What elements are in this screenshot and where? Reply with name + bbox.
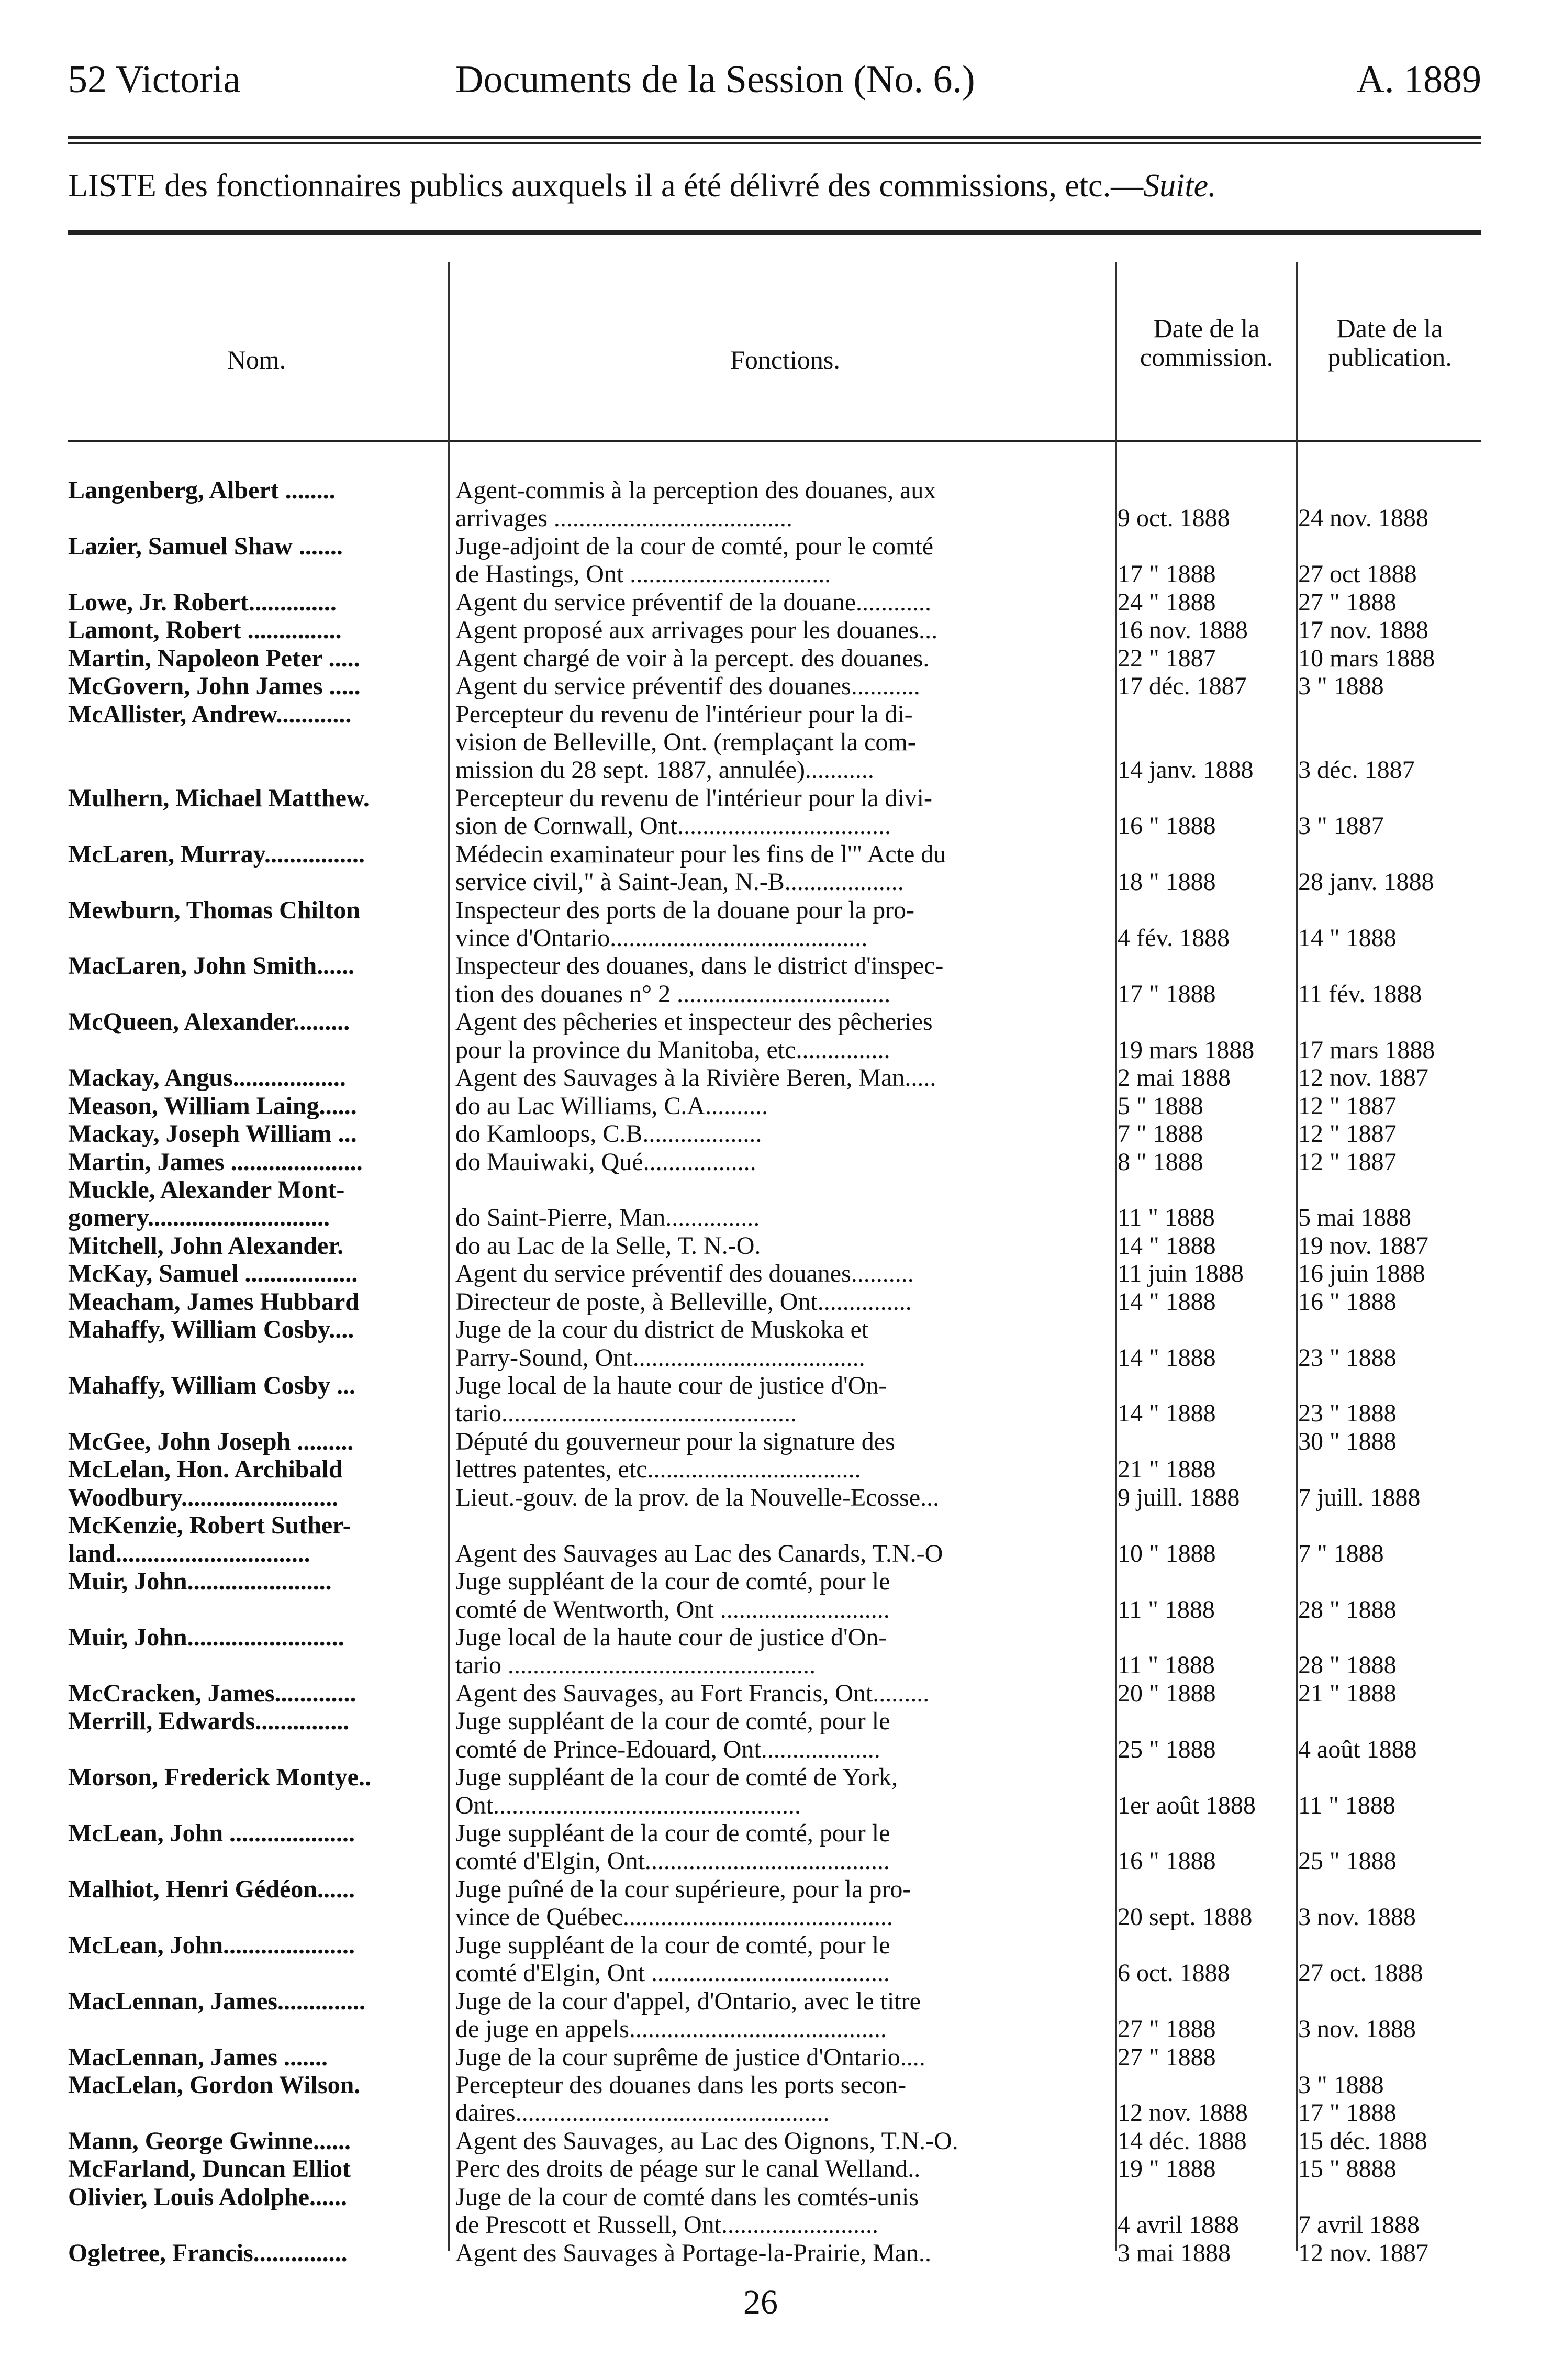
- row-commission-date: 21 " 1888: [1118, 1455, 1216, 1484]
- row-commission-date: 2 mai 1888: [1118, 1064, 1231, 1092]
- row-publication-date: 11 " 1888: [1298, 1791, 1395, 1819]
- row-name: McFarland, Duncan Elliot: [68, 2155, 351, 2183]
- row-function: Agent-commis à la perception des douanes, aux: [455, 476, 936, 504]
- row-commission-date: 10 " 1888: [1118, 1539, 1216, 1567]
- row-publication-date: 23 " 1888: [1298, 1399, 1397, 1428]
- header-left: 52 Victoria: [68, 58, 241, 101]
- row-function: Agent proposé aux arrivages pour les douanes...: [455, 616, 938, 644]
- row-function: arrivages ......................................: [455, 504, 792, 532]
- row-commission-date: 18 " 1888: [1118, 868, 1216, 896]
- table-row: [68, 2152, 1481, 2183]
- row-commission-date: 20 sept. 1888: [1118, 1903, 1253, 1931]
- row-name: Ogletree, Francis...............: [68, 2239, 348, 2267]
- page-header: [68, 58, 1481, 105]
- row-name: McCracken, James.............: [68, 1679, 356, 1707]
- row-publication-date: 3 nov. 1888: [1298, 1903, 1416, 1931]
- row-function: Agent des Sauvages, au Fort Francis, Ont.........: [455, 1679, 930, 1707]
- row-function: Agent du service préventif des douanes..........: [455, 1260, 914, 1288]
- row-publication-date: 4 août 1888: [1298, 1735, 1417, 1763]
- row-publication-date: 27 " 1888: [1298, 588, 1397, 616]
- row-function: Agent chargé de voir à la percept. des douanes.: [455, 644, 930, 672]
- row-function: do Mauiwaki, Qué..................: [455, 1148, 756, 1176]
- table-row: [68, 1229, 1481, 1260]
- table-row: [68, 1705, 1481, 1736]
- row-publication-date: 21 " 1888: [1298, 1679, 1397, 1707]
- table-row: [68, 670, 1481, 700]
- table-row: [68, 865, 1481, 896]
- row-name: Meacham, James Hubbard: [68, 1287, 359, 1316]
- table-row: [68, 1565, 1481, 1596]
- row-publication-date: 27 oct 1888: [1298, 560, 1417, 588]
- table-row: [68, 1929, 1481, 1959]
- table-row: [68, 1453, 1481, 1484]
- row-publication-date: 12 nov. 1887: [1298, 1064, 1428, 1092]
- row-publication-date: 5 mai 1888: [1298, 1204, 1411, 1232]
- table-row: [68, 1844, 1481, 1875]
- row-commission-date: 25 " 1888: [1118, 1735, 1216, 1763]
- row-function: sion de Cornwall, Ont..................................: [455, 812, 891, 840]
- row-commission-date: 12 nov. 1888: [1118, 2099, 1248, 2127]
- table-row: [68, 1033, 1481, 1064]
- row-function: comté de Prince-Edouard, Ont...................: [455, 1735, 880, 1763]
- row-commission-date: 4 fév. 1888: [1118, 924, 1230, 952]
- row-name: McLelan, Hon. Archibald: [68, 1455, 343, 1484]
- row-function: Agent du service préventif des douanes...........: [455, 672, 920, 700]
- row-function: Juge puîné de la cour supérieure, pour la pro-: [455, 1875, 911, 1903]
- row-publication-date: 28 " 1888: [1298, 1595, 1397, 1623]
- row-publication-date: 3 déc. 1887: [1298, 756, 1415, 784]
- row-function: Agent des Sauvages au Lac des Canards, T.N.-O: [455, 1539, 943, 1567]
- row-commission-date: 17 déc. 1887: [1118, 672, 1247, 700]
- row-commission-date: 1er août 1888: [1118, 1791, 1256, 1819]
- table-row: [68, 1649, 1481, 1680]
- row-commission-date: 11 " 1888: [1118, 1651, 1215, 1680]
- header-bottom-rule: [68, 440, 1481, 442]
- row-commission-date: 27 " 1888: [1118, 2015, 1216, 2043]
- table-row: [68, 474, 1481, 502]
- row-name: Martin, Napoleon Peter .....: [68, 644, 360, 672]
- row-name: Morson, Frederick Montye..: [68, 1763, 371, 1792]
- row-commission-date: 14 " 1888: [1118, 1343, 1216, 1372]
- row-name: Mewburn, Thomas Chilton: [68, 896, 360, 924]
- row-function: mission du 28 sept. 1887, annulée)...........: [455, 756, 874, 784]
- row-function: vince d'Ontario.........................................: [455, 924, 868, 952]
- row-function: lettres patentes, etc..................................: [455, 1455, 861, 1484]
- row-name: Lazier, Samuel Shaw .......: [68, 532, 343, 560]
- table-row: [68, 2181, 1481, 2211]
- row-function: Ont.................................................: [455, 1791, 801, 1819]
- row-name: Mahaffy, William Cosby....: [68, 1316, 354, 1344]
- row-function: comté d'Elgin, Ont.......................................: [455, 1847, 890, 1875]
- row-function: tion des douanes n° 2 ..................................: [455, 980, 891, 1008]
- row-name: Malhiot, Henri Gédéon......: [68, 1875, 355, 1903]
- entries-list: [68, 474, 1481, 2267]
- row-name: MacLennan, James .......: [68, 2043, 328, 2071]
- header-rule-bottom: [68, 142, 1481, 144]
- row-name: Muir, John.........................: [68, 1623, 344, 1651]
- table-row: [68, 1733, 1481, 1761]
- list-title: [68, 168, 1481, 205]
- table-row: [68, 558, 1481, 588]
- row-publication-date: 27 oct. 1888: [1298, 1959, 1423, 1987]
- table-row: [68, 2237, 1481, 2267]
- row-function: de Hastings, Ont ................................: [455, 560, 831, 588]
- row-name: McKay, Samuel ..................: [68, 1260, 358, 1288]
- row-commission-date: 27 " 1888: [1118, 2043, 1216, 2071]
- row-name: Meason, William Laing......: [68, 1092, 357, 1120]
- row-function: tario .................................................: [455, 1651, 816, 1680]
- row-function: Percepteur des douanes dans les ports secon-: [455, 2071, 907, 2099]
- table-row: [68, 2012, 1481, 2043]
- row-function: vince de Québec...........................................: [455, 1903, 893, 1931]
- table-row: [68, 1341, 1481, 1372]
- row-function: pour la province du Manitoba, etc...............: [455, 1036, 890, 1064]
- row-commission-date: 16 nov. 1888: [1118, 616, 1248, 644]
- row-publication-date: 19 nov. 1887: [1298, 1231, 1428, 1260]
- header-rule-top: [68, 136, 1481, 139]
- table-row: [68, 1089, 1481, 1120]
- column-header-function: Fonctions.: [730, 345, 840, 374]
- table-row: [68, 1285, 1481, 1316]
- row-name: Olivier, Louis Adolphe......: [68, 2183, 348, 2211]
- table-row: [68, 753, 1481, 784]
- row-publication-date: 3 " 1888: [1298, 2071, 1384, 2099]
- row-name: Martin, James .....................: [68, 1148, 363, 1176]
- table-row: [68, 949, 1481, 980]
- table-row: [68, 1789, 1481, 1817]
- row-function: Médecin examinateur pour les fins de l'" Acte du: [455, 840, 946, 868]
- table-row: [68, 1145, 1481, 1176]
- row-publication-date: 17 nov. 1888: [1298, 616, 1428, 644]
- row-function: Lieut.-gouv. de la prov. de la Nouvelle-Ecosse...: [455, 1483, 940, 1511]
- row-name: McAllister, Andrew............: [68, 700, 352, 728]
- row-name: Mulhern, Michael Matthew.: [68, 784, 370, 812]
- row-function: do au Lac de la Selle, T. N.-O.: [455, 1231, 761, 1260]
- table-row: [68, 1677, 1481, 1705]
- row-commission-date: 6 oct. 1888: [1118, 1959, 1230, 1987]
- row-commission-date: 22 " 1887: [1118, 644, 1216, 672]
- row-name: McGee, John Joseph .........: [68, 1427, 354, 1455]
- table-row: [68, 1537, 1481, 1565]
- table-row: [68, 642, 1481, 670]
- row-name: Woodbury.........................: [68, 1483, 339, 1511]
- row-name: MacLennan, James..............: [68, 1987, 365, 2015]
- table-row: [68, 1117, 1481, 1148]
- row-name: Merrill, Edwards...............: [68, 1707, 350, 1736]
- table-row: [68, 1425, 1481, 1453]
- row-name: McLean, John.....................: [68, 1931, 355, 1959]
- row-commission-date: 11 juin 1888: [1118, 1260, 1244, 1288]
- row-publication-date: 30 " 1888: [1298, 1427, 1397, 1455]
- row-function: Juge de la cour de comté dans les comtés-unis: [455, 2183, 919, 2211]
- row-name: MacLelan, Gordon Wilson.: [68, 2071, 361, 2099]
- row-name: Mahaffy, William Cosby ...: [68, 1372, 355, 1399]
- table-row: [68, 1173, 1481, 1204]
- row-name: Mackay, Joseph William ...: [68, 1120, 357, 1148]
- row-name: MacLaren, John Smith......: [68, 952, 355, 980]
- list-title-main: LISTE des fonctionnaires publics auxquels il a été délivré des commissions, etc.—: [68, 168, 1144, 204]
- table-row: [68, 1201, 1481, 1232]
- row-function: Parry-Sound, Ont.....................................: [455, 1343, 865, 1372]
- row-publication-date: 24 nov. 1888: [1298, 504, 1428, 532]
- row-function: tario...............................................: [455, 1399, 797, 1428]
- table-row: [68, 2096, 1481, 2127]
- row-function: Juge suppléant de la cour de comté, pour le: [455, 1931, 890, 1959]
- row-function: Agent des Sauvages à la Rivière Beren, Man.....: [455, 1064, 936, 1092]
- row-publication-date: 12 " 1887: [1298, 1148, 1397, 1176]
- row-commission-date: 20 " 1888: [1118, 1679, 1216, 1707]
- row-publication-date: 17 mars 1888: [1298, 1036, 1435, 1064]
- row-name: gomery.............................: [68, 1204, 330, 1232]
- row-publication-date: 12 " 1887: [1298, 1120, 1397, 1148]
- row-function: Agent du service préventif de la douane............: [455, 588, 932, 616]
- column-header-name: Nom.: [227, 345, 286, 374]
- list-title-suite: Suite.: [1143, 168, 1216, 204]
- table-row: [68, 1481, 1481, 1509]
- row-commission-date: 24 " 1888: [1118, 588, 1216, 616]
- table-row: [68, 586, 1481, 614]
- row-function: Directeur de poste, à Belleville, Ont...............: [455, 1287, 912, 1316]
- row-commission-date: 19 " 1888: [1118, 2155, 1216, 2183]
- row-commission-date: 14 janv. 1888: [1118, 756, 1254, 784]
- row-function: do Kamloops, C.B...................: [455, 1120, 762, 1148]
- header-center: Documents de la Session (No. 6.): [455, 58, 975, 101]
- row-publication-date: 23 " 1888: [1298, 1343, 1397, 1372]
- row-function: Juge-adjoint de la cour de comté, pour le comté: [455, 532, 934, 560]
- table-row: [68, 1005, 1481, 1036]
- table-row: [68, 1369, 1481, 1397]
- row-function: Juge de la cour d'appel, d'Ontario, avec le titre: [455, 1987, 921, 2015]
- table-row: [68, 1061, 1481, 1092]
- row-publication-date: 10 mars 1888: [1298, 644, 1435, 672]
- row-function: Percepteur du revenu de l'intérieur pour la divi-: [455, 784, 932, 812]
- row-function: de Prescott et Russell, Ont.........................: [455, 2211, 878, 2239]
- row-publication-date: 3 " 1887: [1298, 812, 1384, 840]
- row-name: Langenberg, Albert ........: [68, 476, 336, 504]
- table-row: [68, 838, 1481, 868]
- row-function: Inspecteur des douanes, dans le district d'inspec-: [455, 952, 944, 980]
- row-function: Agent des Sauvages à Portage-la-Prairie, Man..: [455, 2239, 932, 2267]
- row-commission-date: 8 " 1888: [1118, 1148, 1203, 1176]
- header-right: A. 1889: [1356, 58, 1481, 101]
- row-commission-date: 9 juill. 1888: [1118, 1483, 1240, 1511]
- row-function: Percepteur du revenu de l'intérieur pour la di-: [455, 700, 913, 728]
- table-row: [68, 1900, 1481, 1931]
- column-headers: [68, 272, 1481, 408]
- row-commission-date: 11 " 1888: [1118, 1204, 1215, 1232]
- row-name: Mackay, Angus..................: [68, 1064, 346, 1092]
- row-name: Lowe, Jr. Robert..............: [68, 588, 337, 616]
- row-commission-date: 5 " 1888: [1118, 1092, 1203, 1120]
- row-function: de juge en appels.........................................: [455, 2015, 887, 2043]
- row-commission-date: 14 " 1888: [1118, 1287, 1216, 1316]
- table-top-rule: [68, 230, 1481, 235]
- row-function: vision de Belleville, Ont. (remplaçant la com-: [455, 728, 916, 756]
- table-row: [68, 977, 1481, 1008]
- row-function: Juge local de la haute cour de justice d'On-: [455, 1623, 887, 1651]
- table-row: [68, 1817, 1481, 1847]
- row-name: Muir, John.......................: [68, 1567, 332, 1596]
- row-publication-date: 28 janv. 1888: [1298, 868, 1434, 896]
- row-publication-date: 12 nov. 1887: [1298, 2239, 1428, 2267]
- row-publication-date: 7 avril 1888: [1298, 2211, 1420, 2239]
- table-row: [68, 726, 1481, 756]
- row-publication-date: 14 " 1888: [1298, 924, 1397, 952]
- row-name: McKenzie, Robert Suther-: [68, 1511, 351, 1540]
- row-name: Muckle, Alexander Mont-: [68, 1175, 345, 1204]
- row-commission-date: 11 " 1888: [1118, 1595, 1215, 1623]
- row-publication-date: 28 " 1888: [1298, 1651, 1397, 1680]
- row-publication-date: 16 " 1888: [1298, 1287, 1397, 1316]
- row-publication-date: 3 " 1888: [1298, 672, 1384, 700]
- row-name: Lamont, Robert ...............: [68, 616, 342, 644]
- table-row: [68, 1873, 1481, 1903]
- row-function: comté d'Elgin, Ont ......................................: [455, 1959, 890, 1987]
- row-function: Agent des Sauvages, au Lac des Oignons, T.N.-O.: [455, 2127, 958, 2155]
- row-function: Juge de la cour du district de Muskoka et: [455, 1316, 869, 1344]
- row-publication-date: 3 nov. 1888: [1298, 2015, 1416, 2043]
- row-commission-date: 3 mai 1888: [1118, 2239, 1231, 2267]
- row-function: Juge suppléant de la cour de comté de York,: [455, 1763, 898, 1792]
- table-row: [68, 1397, 1481, 1428]
- table-row: [68, 2068, 1481, 2099]
- row-function: Député du gouverneur pour la signature des: [455, 1427, 895, 1455]
- row-commission-date: 4 avril 1888: [1118, 2211, 1239, 2239]
- table-row: [68, 530, 1481, 558]
- table-row: [68, 698, 1481, 726]
- table-row: [68, 1593, 1481, 1621]
- row-commission-date: 14 " 1888: [1118, 1399, 1216, 1428]
- row-commission-date: 14 " 1888: [1118, 1231, 1216, 1260]
- row-function: Juge suppléant de la cour de comté, pour le: [455, 1567, 890, 1596]
- table-row: [68, 894, 1481, 924]
- row-commission-date: 9 oct. 1888: [1118, 504, 1230, 532]
- row-function: Agent des pêcheries et inspecteur des pêcheries: [455, 1008, 933, 1036]
- row-publication-date: 17 " 1888: [1298, 2099, 1397, 2127]
- table-row: [68, 1761, 1481, 1792]
- row-function: Juge suppléant de la cour de comté, pour le: [455, 1707, 890, 1736]
- row-publication-date: 12 " 1887: [1298, 1092, 1397, 1120]
- row-commission-date: 7 " 1888: [1118, 1120, 1203, 1148]
- table-row: [68, 2041, 1481, 2071]
- table-row: [68, 782, 1481, 812]
- row-function: Juge suppléant de la cour de comté, pour le: [455, 1819, 890, 1847]
- row-name: McLaren, Murray................: [68, 840, 365, 868]
- row-name: McQueen, Alexander.........: [68, 1008, 350, 1036]
- row-publication-date: 25 " 1888: [1298, 1847, 1397, 1875]
- row-function: Inspecteur des ports de la douane pour la pro-: [455, 896, 915, 924]
- row-function: do au Lac Williams, C.A..........: [455, 1092, 768, 1120]
- row-function: do Saint-Pierre, Man...............: [455, 1204, 760, 1232]
- table-row: [68, 921, 1481, 952]
- table-row: [68, 1509, 1481, 1540]
- row-function: daires..................................................: [455, 2099, 830, 2127]
- table-row: [68, 1257, 1481, 1288]
- row-function: comté de Wentworth, Ont ...........................: [455, 1595, 890, 1623]
- table-row: [68, 1985, 1481, 2015]
- table-row: [68, 614, 1481, 644]
- table-row: [68, 1956, 1481, 1987]
- table-row: [68, 1313, 1481, 1344]
- table-row: [68, 809, 1481, 840]
- table-row: [68, 2125, 1481, 2155]
- row-function: Juge de la cour suprême de justice d'Ontario....: [455, 2043, 925, 2071]
- row-name: Mann, George Gwinne......: [68, 2127, 351, 2155]
- row-name: McGovern, John James .....: [68, 672, 361, 700]
- row-name: Mitchell, John Alexander.: [68, 1231, 344, 1260]
- column-header-publication: Date de la publication.: [1327, 314, 1452, 372]
- row-publication-date: 11 fév. 1888: [1298, 980, 1422, 1008]
- row-function: service civil," à Saint-Jean, N.-B...................: [455, 868, 904, 896]
- row-commission-date: 16 " 1888: [1118, 812, 1216, 840]
- row-name: land...............................: [68, 1539, 310, 1567]
- row-publication-date: 16 juin 1888: [1298, 1260, 1425, 1288]
- row-publication-date: 15 déc. 1888: [1298, 2127, 1427, 2155]
- row-commission-date: 14 déc. 1888: [1118, 2127, 1247, 2155]
- page-number: 26: [743, 2283, 778, 2321]
- row-commission-date: 17 " 1888: [1118, 980, 1216, 1008]
- table-row: [68, 502, 1481, 532]
- column-header-commission: Date de la commission.: [1140, 314, 1274, 372]
- row-function: Perc des droits de péage sur le canal Welland..: [455, 2155, 921, 2183]
- row-commission-date: 19 mars 1888: [1118, 1036, 1255, 1064]
- table-row: [68, 1621, 1481, 1649]
- row-commission-date: 17 " 1888: [1118, 560, 1216, 588]
- row-commission-date: 16 " 1888: [1118, 1847, 1216, 1875]
- row-publication-date: 7 " 1888: [1298, 1539, 1384, 1567]
- row-publication-date: 15 " 8888: [1298, 2155, 1397, 2183]
- row-publication-date: 7 juill. 1888: [1298, 1483, 1421, 1511]
- table-row: [68, 2208, 1481, 2239]
- row-name: McLean, John ....................: [68, 1819, 355, 1847]
- row-function: Juge local de la haute cour de justice d'On-: [455, 1372, 887, 1399]
